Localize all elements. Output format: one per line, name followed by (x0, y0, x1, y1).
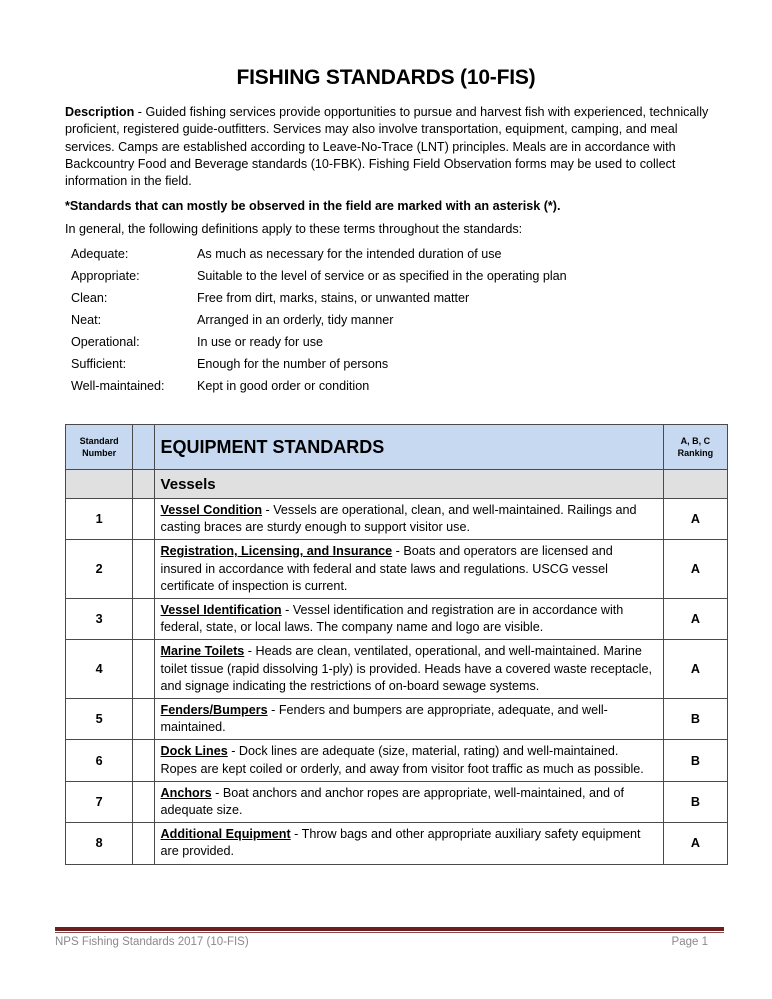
definition-term: Well-maintained: (71, 379, 165, 393)
table-row (66, 823, 728, 864)
definition-text: As much as necessary for the intended duration of use (197, 247, 502, 261)
standard-number: 8 (66, 823, 133, 864)
description-label: Description (65, 105, 135, 119)
standard-ranking: A (663, 599, 727, 640)
standard-name: Fenders/Bumpers (160, 703, 268, 718)
header-standard-number: Standard Number (66, 425, 133, 470)
definition-row (71, 247, 567, 269)
definition-text: Free from dirt, marks, stains, or unwanted matter (197, 291, 470, 305)
equipment-standards-table (65, 424, 728, 865)
table-row (66, 499, 728, 540)
standard-description (154, 599, 663, 640)
standard-ranking: A (663, 823, 727, 864)
gap-cell (133, 740, 154, 781)
page-title: FISHING STANDARDS (10-FIS) (236, 66, 536, 89)
header-title: EQUIPMENT STANDARDS (154, 425, 663, 470)
definition-row (71, 357, 567, 379)
gap-cell (133, 640, 154, 699)
definition-row (71, 335, 567, 357)
standard-ranking: A (663, 499, 727, 540)
standard-name: Additional Equipment (160, 827, 291, 842)
gap-cell (133, 499, 154, 540)
standard-number: 7 (66, 781, 133, 822)
standard-description (154, 699, 663, 740)
header-ranking: A, B, C Ranking (663, 425, 727, 470)
section-gap-cell (133, 470, 154, 499)
footer-page-number: Page 1 (671, 936, 708, 948)
table-row (66, 740, 728, 781)
standard-text: - Boats and operators are licensed and insured in accordance with federal and state laws and regulations. USCG vessel certificate of inspection is current. (160, 544, 613, 593)
standard-number: 2 (66, 540, 133, 599)
standard-name: Vessel Identification (160, 603, 282, 618)
definitions-list (71, 247, 567, 401)
table-body (66, 499, 728, 865)
standard-text: - Boat anchors and anchor ropes are appropriate, well-maintained, and of adequate size. (160, 785, 624, 818)
definition-text: In use or ready for use (197, 335, 324, 349)
definition-term: Adequate: (71, 247, 129, 261)
standard-name: Dock Lines (160, 744, 228, 759)
definition-row (71, 379, 567, 401)
standard-description (154, 781, 663, 822)
standard-number: 6 (66, 740, 133, 781)
standard-ranking: B (663, 781, 727, 822)
gap-cell (133, 540, 154, 599)
standard-number: 5 (66, 699, 133, 740)
description-text: - Guided fishing services provide opportunities to pursue and harvest fish with experienced, technically proficient, registered guide-outfitters. Services may also involve transportation, equipment, camping, and meal services. Camps are established according to Leave-No-Trace (LNT) principles. Meals are in accordance with Backcountry Food and Beverage standards (10-FBK). Fishing Field Observation forms may be used to collect information in the field. (65, 105, 709, 189)
standard-text: - Throw bags and other appropriate auxiliary safety equipment are provided. (160, 827, 641, 859)
standard-description (154, 499, 663, 540)
standard-text: - Fenders and bumpers are appropriate, adequate, and well-maintained. (160, 703, 608, 735)
gap-cell (133, 823, 154, 864)
footer-accent-bar (55, 927, 724, 931)
standard-description (154, 823, 663, 864)
standard-description (154, 640, 663, 699)
section-title: Vessels (154, 470, 663, 499)
standard-number: 4 (66, 640, 133, 699)
header-gap-cell (133, 425, 154, 470)
standard-number: 3 (66, 599, 133, 640)
standard-number: 1 (66, 499, 133, 540)
table-row (66, 699, 728, 740)
standard-ranking: A (663, 640, 727, 699)
definition-text: Enough for the number of persons (197, 357, 389, 371)
table-row (66, 781, 728, 822)
standard-ranking: B (663, 699, 727, 740)
table-row (66, 640, 728, 699)
table-header-row (66, 425, 728, 470)
table-row (66, 540, 728, 599)
gap-cell (133, 699, 154, 740)
standard-description (154, 540, 663, 599)
definition-text: Kept in good order or condition (197, 379, 370, 393)
definition-row (71, 291, 567, 313)
footer-divider (55, 932, 724, 933)
definition-term: Appropriate: (71, 269, 140, 283)
standard-name: Registration, Licensing, and Insurance (160, 544, 393, 559)
gap-cell (133, 781, 154, 822)
gap-cell (133, 599, 154, 640)
standard-name: Anchors (160, 785, 212, 800)
section-row (66, 470, 728, 499)
section-rank-cell (663, 470, 727, 499)
standard-name: Vessel Condition (160, 503, 263, 517)
table-row (66, 599, 728, 640)
standard-text: - Vessel identification and registration are in accordance with federal, state, or local laws. The company name and logo are visible. (160, 603, 624, 635)
definition-term: Sufficient: (71, 357, 127, 371)
standard-text: - Vessels are operational, clean, and well-maintained. Railings and casting braces are sturdy enough to support visitor use. (160, 503, 637, 535)
standard-ranking: A (663, 540, 727, 599)
definition-text: Suitable to the level of service or as specified in the operating plan (197, 269, 567, 283)
section-number-cell (66, 470, 133, 499)
definitions-intro: In general, the following definitions apply to these terms throughout the standards: (65, 222, 523, 236)
definition-row (71, 269, 567, 291)
definition-row (71, 313, 567, 335)
definition-text: Arranged in an orderly, tidy manner (197, 313, 394, 327)
standard-text: - Dock lines are adequate (size, material, rating) and well-maintained. Ropes are kept coiled or orderly, and away from visitor foot traffic as much as possible. (160, 744, 644, 776)
definition-term: Operational: (71, 335, 140, 349)
standard-text: - Heads are clean, ventilated, operational, and well-maintained. Marine toilet tissue (rapid dissolving 1-ply) is provided. Heads have a covered waste receptacle, and signage indicating the restrictions of on-board sewage systems. (160, 644, 652, 693)
definition-term: Clean: (71, 291, 108, 305)
asterisk-note: *Standards that can mostly be observed in the field are marked with an asterisk (*). (65, 199, 561, 213)
description-paragraph (65, 104, 715, 190)
footer-document-name: NPS Fishing Standards 2017 (10-FIS) (55, 936, 249, 948)
standard-name: Marine Toilets (160, 644, 245, 659)
definition-term: Neat: (71, 313, 102, 327)
standard-ranking: B (663, 740, 727, 781)
standard-description (154, 740, 663, 781)
